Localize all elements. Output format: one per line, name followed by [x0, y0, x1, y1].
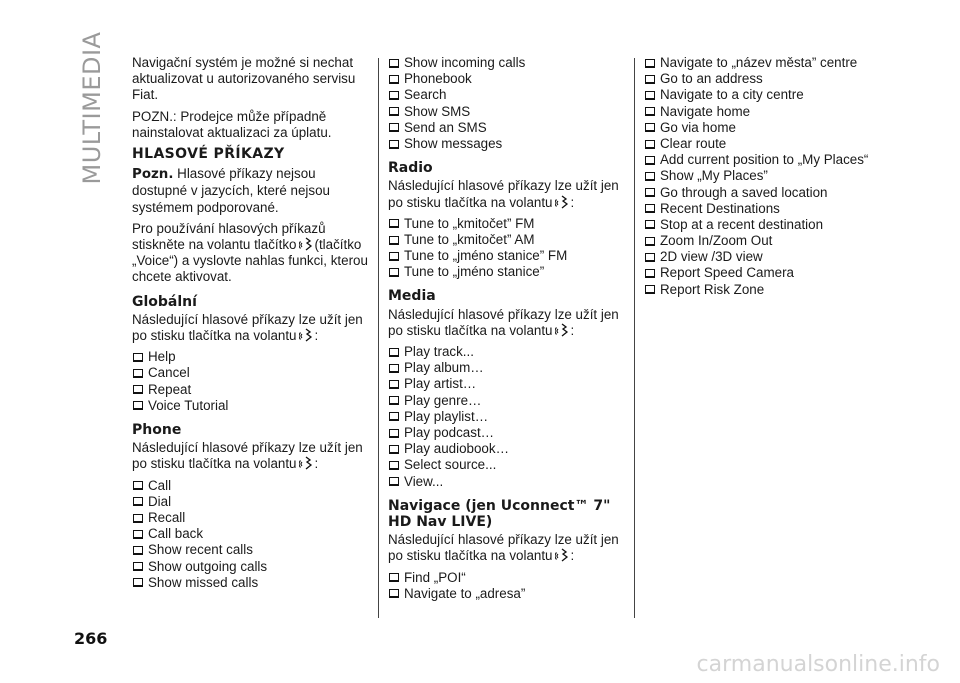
- command-bullet-icon: [389, 219, 399, 228]
- list-item: Play audiobook…: [388, 441, 624, 457]
- list-item: Phonebook: [388, 71, 624, 87]
- list-item: View...: [388, 474, 624, 490]
- list-item: Send an SMS: [388, 120, 624, 136]
- subsection-title-radio: Radio: [388, 160, 433, 177]
- command-bullet-icon: [645, 91, 655, 100]
- phone-command-list: [132, 478, 368, 591]
- command-bullet-icon: [389, 461, 399, 470]
- radio-prefix: Následující hlasové příkazy lze užít jen po stisku tlačítka na volantu :: [388, 178, 619, 210]
- list-item: Navigate home: [644, 104, 880, 120]
- command-bullet-icon: [389, 589, 399, 598]
- list-item: Show SMS: [388, 104, 624, 120]
- list-item: Play album…: [388, 360, 624, 376]
- intro-paragraph: Navigační systém je možné si nechat aktualizovat u autorizovaného servisu Fiat.: [132, 55, 356, 103]
- list-item: Help: [132, 349, 368, 365]
- command-bullet-icon: [133, 546, 143, 555]
- command-bullet-icon: [389, 429, 399, 438]
- list-item: Tune to „jméno stanice”: [388, 264, 624, 280]
- watermark: carmanualsonline.info: [696, 652, 940, 677]
- navigation-prefix: Následující hlasové příkazy lze užít jen po stisku tlačítka na volantu :: [388, 532, 619, 564]
- voice-button-icon: [555, 323, 569, 337]
- command-bullet-icon: [645, 75, 655, 84]
- language-note: [132, 166, 368, 216]
- list-item: Zoom In/Zoom Out: [644, 233, 880, 249]
- voice-button-icon: [555, 195, 569, 209]
- list-item: Play track...: [388, 344, 624, 360]
- list-item: 2D view /3D view: [644, 249, 880, 265]
- list-item: Navigate to „adresa”: [388, 586, 624, 602]
- command-bullet-icon: [645, 253, 655, 262]
- list-item: Play genre…: [388, 393, 624, 409]
- voice-button-icon: [299, 328, 313, 342]
- command-bullet-icon: [389, 123, 399, 132]
- list-item: Tune to „jméno stanice” FM: [388, 248, 624, 264]
- list-item: Clear route: [644, 136, 880, 152]
- column-2: [388, 55, 624, 606]
- list-item: Stop at a recent destination: [644, 217, 880, 233]
- command-bullet-icon: [645, 123, 655, 132]
- command-bullet-icon: [389, 59, 399, 68]
- list-item: Show missed calls: [132, 575, 368, 591]
- command-bullet-icon: [133, 578, 143, 587]
- list-item: Select source...: [388, 457, 624, 473]
- column-divider: [378, 58, 379, 618]
- column-divider: [634, 58, 635, 618]
- list-item: Show outgoing calls: [132, 559, 368, 575]
- list-item: Find „POI“: [388, 570, 624, 586]
- voice-button-icon: [555, 548, 569, 562]
- note-text: Hlasové příkazy nejsou dostupné v jazycích, které nejsou systémem podporované.: [132, 166, 330, 215]
- command-bullet-icon: [389, 91, 399, 100]
- list-item: Play artist…: [388, 376, 624, 392]
- page-number: 266: [74, 629, 108, 648]
- voice-button-icon: [299, 456, 313, 470]
- command-bullet-icon: [645, 156, 655, 165]
- command-bullet-icon: [133, 353, 143, 362]
- list-item: Navigate to „název města” centre: [644, 55, 880, 71]
- note-label: Pozn.: [132, 167, 174, 183]
- command-bullet-icon: [389, 140, 399, 149]
- column-3: [644, 55, 880, 302]
- command-bullet-icon: [389, 107, 399, 116]
- command-bullet-icon: [389, 268, 399, 277]
- command-bullet-icon: [133, 369, 143, 378]
- list-item: Tune to „kmitočet” AM: [388, 232, 624, 248]
- command-bullet-icon: [133, 385, 143, 394]
- command-bullet-icon: [389, 396, 399, 405]
- list-item: Cancel: [132, 365, 368, 381]
- command-bullet-icon: [645, 59, 655, 68]
- list-item: Play podcast…: [388, 425, 624, 441]
- subsection-title-global: Globální: [132, 293, 197, 310]
- command-bullet-icon: [389, 380, 399, 389]
- list-item: Go to an address: [644, 71, 880, 87]
- command-bullet-icon: [133, 401, 143, 410]
- command-bullet-icon: [389, 236, 399, 245]
- command-bullet-icon: [645, 269, 655, 278]
- command-bullet-icon: [133, 497, 143, 506]
- list-item: Play playlist…: [388, 409, 624, 425]
- list-item: Show messages: [388, 136, 624, 152]
- command-bullet-icon: [645, 188, 655, 197]
- command-bullet-icon: [133, 530, 143, 539]
- list-item: Call: [132, 478, 368, 494]
- subsection-title-navigation: Navigace (jen Uconnect™ 7" HD Nav LIVE): [388, 497, 611, 530]
- phone-prefix: Následující hlasové příkazy lze užít jen po stisku tlačítka na volantu :: [132, 440, 363, 472]
- list-item: Navigate to a city centre: [644, 87, 880, 103]
- command-bullet-icon: [389, 445, 399, 454]
- media-command-list: [388, 344, 624, 490]
- list-item: Recall: [132, 510, 368, 526]
- navigation-command-list: [388, 570, 624, 602]
- voice-button-icon: [299, 237, 313, 251]
- command-bullet-icon: [389, 573, 399, 582]
- command-bullet-icon: [645, 140, 655, 149]
- list-item: Tune to „kmitočet” FM: [388, 216, 624, 232]
- list-item: Show incoming calls: [388, 55, 624, 71]
- command-bullet-icon: [389, 75, 399, 84]
- list-item: Voice Tutorial: [132, 398, 368, 414]
- command-bullet-icon: [645, 172, 655, 181]
- command-bullet-icon: [133, 514, 143, 523]
- list-item: Call back: [132, 526, 368, 542]
- list-item: Dial: [132, 494, 368, 510]
- list-item: Go through a saved location: [644, 185, 880, 201]
- list-item: Search: [388, 87, 624, 103]
- list-item: Report Speed Camera: [644, 265, 880, 281]
- command-bullet-icon: [389, 364, 399, 373]
- list-item: Repeat: [132, 382, 368, 398]
- command-bullet-icon: [389, 412, 399, 421]
- command-bullet-icon: [645, 204, 655, 213]
- media-prefix: Následující hlasové příkazy lze užít jen po stisku tlačítka na volantu :: [388, 306, 619, 338]
- section-title: HLASOVÉ PŘÍKAZY: [132, 146, 285, 163]
- howto-paragraph: Pro používání hlasových příkazů stiskněte na volantu tlačítko (tlačítko „Voice“) a vyslovte nahlas funkci, kterou chcete aktivovat.: [132, 220, 368, 285]
- phone-command-list-continued: [388, 55, 624, 152]
- command-bullet-icon: [645, 220, 655, 229]
- global-command-list: [132, 349, 368, 414]
- side-section-title: MULTIMEDIA: [78, 31, 106, 185]
- command-bullet-icon: [645, 107, 655, 116]
- radio-command-list: [388, 216, 624, 281]
- subsection-title-media: Media: [388, 288, 436, 305]
- command-bullet-icon: [389, 477, 399, 486]
- command-bullet-icon: [645, 285, 655, 294]
- note-paragraph: POZN.: Prodejce může případně nainstalovat aktualizaci za úplatu.: [132, 108, 332, 140]
- command-bullet-icon: [133, 562, 143, 571]
- command-bullet-icon: [389, 348, 399, 357]
- list-item: Go via home: [644, 120, 880, 136]
- command-bullet-icon: [645, 237, 655, 246]
- list-item: Report Risk Zone: [644, 282, 880, 298]
- command-bullet-icon: [389, 252, 399, 261]
- subsection-title-phone: Phone: [132, 422, 182, 438]
- navigation-command-list-continued: [644, 55, 880, 298]
- list-item: Add current position to „My Places“: [644, 152, 880, 168]
- command-bullet-icon: [133, 481, 143, 490]
- list-item: Recent Destinations: [644, 201, 880, 217]
- list-item: Show „My Places”: [644, 168, 880, 184]
- global-prefix: Následující hlasové příkazy lze užít jen po stisku tlačítka na volantu :: [132, 311, 363, 344]
- list-item: Show recent calls: [132, 542, 368, 558]
- column-1: [132, 55, 368, 595]
